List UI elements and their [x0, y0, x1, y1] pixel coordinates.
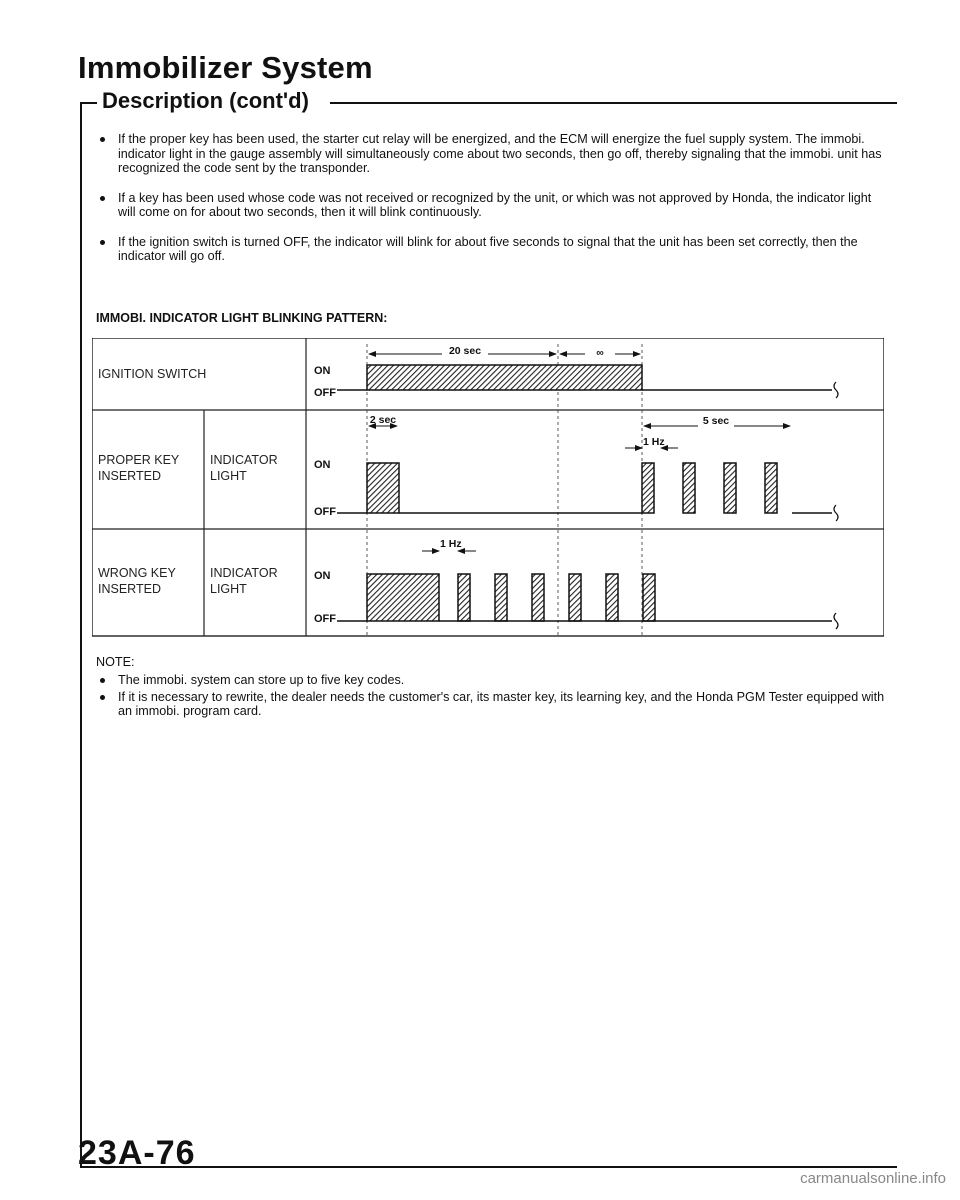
proper-off-label: OFF	[314, 506, 336, 518]
blinking-pattern-diagram	[92, 338, 884, 638]
description-bullet	[96, 132, 886, 176]
wrong-blink-pulse-6	[643, 574, 655, 621]
ignition-20sec-label: 20 sec	[448, 345, 482, 357]
proper-key-waveform	[337, 414, 838, 521]
row-label-ignition: IGNITION SWITCH	[98, 367, 207, 381]
section-subtitle: Description (cont'd)	[102, 88, 309, 113]
section-rule-left	[80, 102, 97, 104]
wrong-off-label: OFF	[314, 613, 336, 625]
row-signal-proper-indicator: INDICATOR LIGHT	[210, 453, 278, 483]
proper-blink-pulse-4	[765, 463, 777, 513]
note-label: NOTE:	[96, 655, 135, 669]
page-number: 23A-76	[78, 1134, 196, 1172]
proper-5sec-label: 5 sec	[702, 415, 730, 427]
wrong-blink-pulse-1	[458, 574, 470, 621]
row-label-proper-key: PROPER KEY INSERTED	[98, 453, 180, 483]
description-bullet	[96, 191, 886, 220]
break-mark-icon	[834, 505, 838, 521]
wrong-blink-pulses	[458, 574, 655, 621]
bullet-dot-icon	[100, 196, 105, 201]
break-mark-icon	[834, 613, 838, 629]
bullet-dot-icon	[100, 137, 105, 142]
row-label-wrong-key: WRONG KEY INSERTED	[98, 566, 176, 596]
wrong-blink-pulse-3	[532, 574, 544, 621]
ignition-waveform	[337, 342, 838, 398]
section-rule-right	[330, 102, 897, 104]
bullet-dot-icon	[100, 678, 105, 683]
description-bullet	[96, 235, 886, 264]
wrong-blink-pulse-4	[569, 574, 581, 621]
pattern-heading: IMMOBI. INDICATOR LIGHT BLINKING PATTERN:	[96, 311, 388, 325]
description-text: If a key has been used whose code was not received or recognized by the unit, or which was not approved by Honda, the indicator light will come on for about two seconds, then it will blink continuously.	[118, 190, 872, 219]
ignition-on-label: ON	[314, 365, 331, 377]
section-frame-bottom	[80, 1166, 897, 1168]
wrong-blink-pulse-5	[606, 574, 618, 621]
proper-blink-pulse-2	[683, 463, 695, 513]
watermark-text: carmanualsonline.info	[800, 1170, 946, 1187]
proper-2sec-label: 2 sec	[369, 414, 397, 426]
bullet-dot-icon	[100, 695, 105, 700]
wrong-blink-pulse-2	[495, 574, 507, 621]
description-text: If the ignition switch is turned OFF, the indicator will blink for about five seconds to signal that the unit has been set correctly, then the indicator will go off.	[118, 234, 858, 263]
section-frame-left	[80, 102, 82, 1167]
description-list	[96, 132, 886, 279]
proper-1hz-label: 1 Hz	[643, 436, 665, 448]
ignition-off-label: OFF	[314, 387, 336, 399]
proper-blink-pulses	[642, 463, 777, 513]
wrong-on-label: ON	[314, 570, 331, 582]
wrong-initial-on-pulse	[367, 574, 439, 621]
ignition-infinite-label: ∞	[596, 347, 604, 359]
proper-on-label: ON	[314, 459, 331, 471]
bullet-dot-icon	[100, 240, 105, 245]
note-text: The immobi. system can store up to five key codes.	[118, 673, 405, 687]
proper-initial-on-pulse	[367, 463, 399, 513]
description-text: If the proper key has been used, the starter cut relay will be energized, and the ECM will energize the fuel supply system. The immobi. indicator light in the gauge assembly will simultaneously come about two seconds, then go off, thereby signaling that the immobi. unit has recognized the code sent by the transponder.	[118, 132, 882, 175]
note-text: If it is necessary to rewrite, the dealer needs the customer's car, its master key, its learning key, and the Honda PGM Tester equipped with an immobi. program card.	[118, 689, 885, 718]
wrong-key-waveform	[337, 538, 838, 629]
proper-blink-pulse-1	[642, 463, 654, 513]
note-bullet	[96, 673, 886, 688]
wrong-1hz-label: 1 Hz	[440, 538, 462, 550]
row-signal-wrong-indicator: INDICATOR LIGHT	[210, 566, 278, 596]
proper-blink-pulse-3	[724, 463, 736, 513]
note-list	[96, 673, 886, 721]
page-title: Immobilizer System	[78, 50, 373, 85]
ignition-on-period	[367, 365, 642, 390]
break-mark-icon	[834, 382, 838, 398]
note-bullet	[96, 690, 886, 719]
